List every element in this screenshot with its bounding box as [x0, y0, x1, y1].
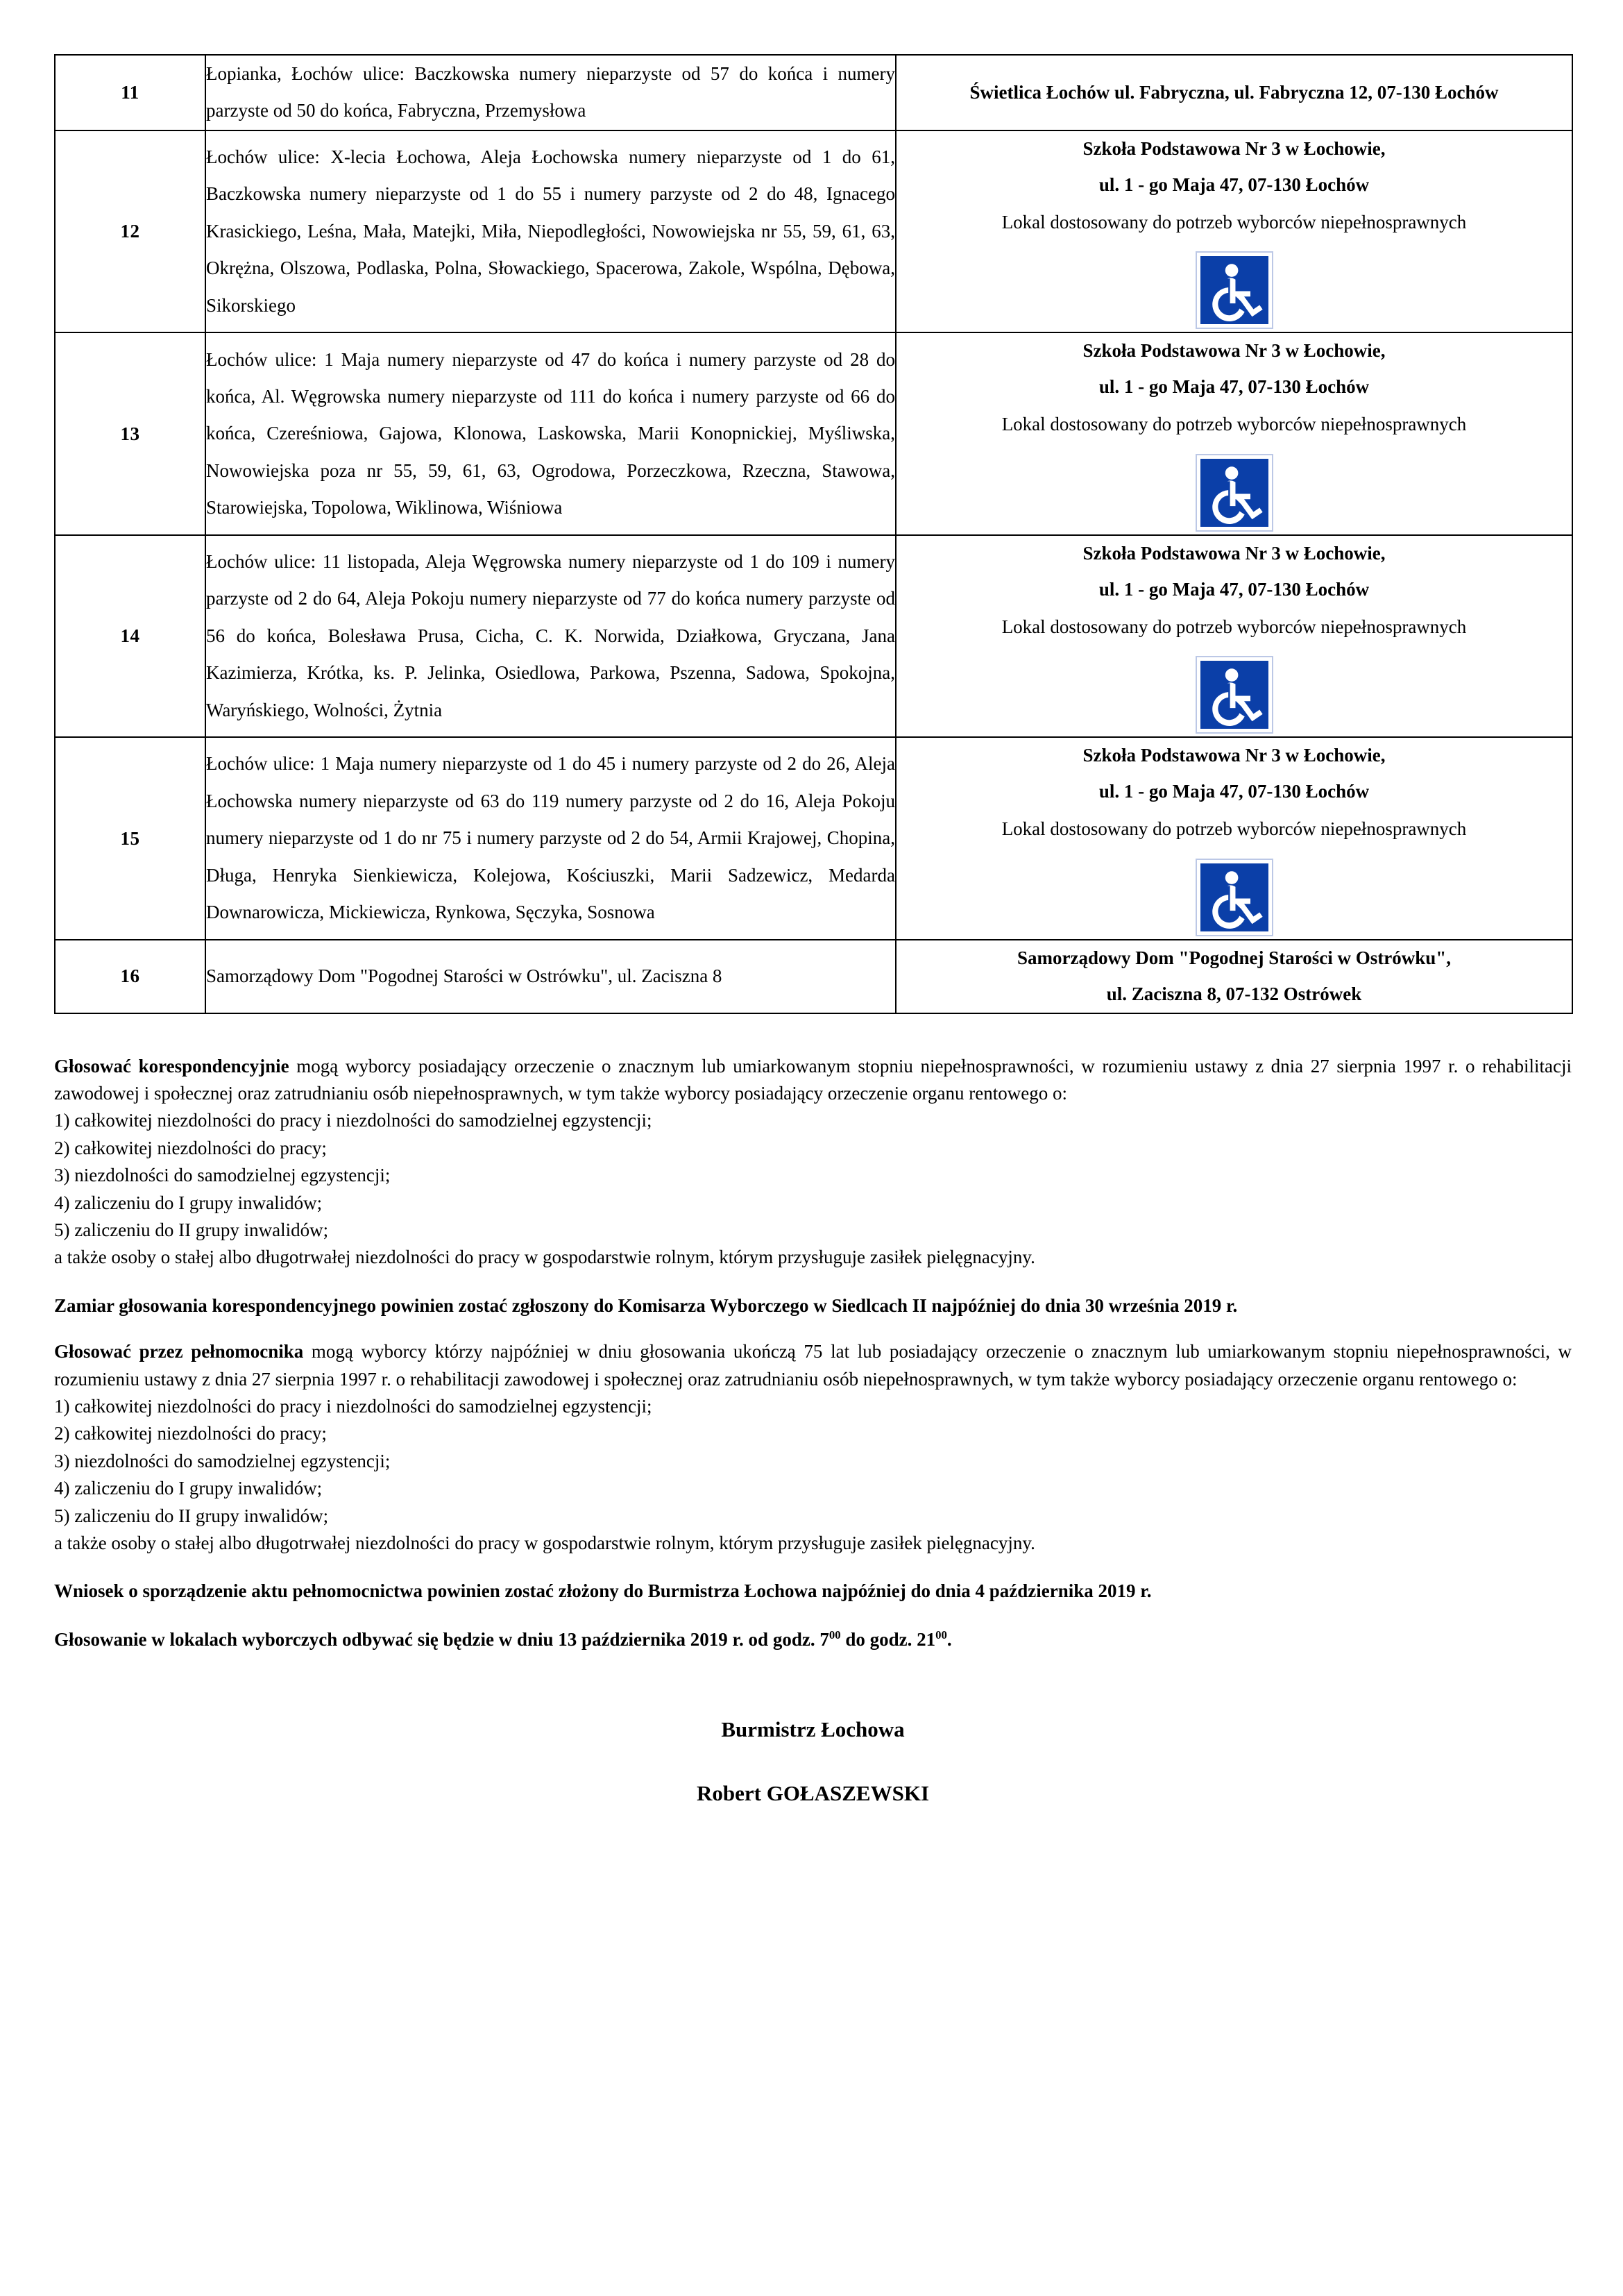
venue-name: Szkoła Podstawowa Nr 3 w Łochowie, [1082, 542, 1386, 564]
venue-name: Szkoła Podstawowa Nr 3 w Łochowie, [1082, 745, 1386, 766]
wheelchair-accessibility-icon [1197, 860, 1272, 935]
proxy-paragraph [54, 1338, 1572, 1393]
proxy-lead-rest: mogą wyborcy którzy najpóźniej w dniu głosowania ukończą 75 lat lub posiadający orzeczenie o znacznym lub umiarkowanym stopniu niepełnosprawności, w rozumieniu ustawy z dnia 27 sierpnia 1997 r. o rehabilitacji zawodowej i społecznej oraz zatrudnianiu osób niepełnosprawnych, w tym także wyborcy posiadający orzeczenie organu rentowego o: [54, 1341, 1572, 1390]
district-area: Łochów ulice: 1 Maja numery nieparzyste od 47 do końca i numery parzyste od 28 do końca, Al. Węgrowska numery nieparzyste od 111 do końca i numery parzyste od 66 do końca, Czereśniowa, Gajowa, Klonowa, Laskowska, Marii Konopnickiej, Myśliwska, Nowowiejska poza nr 55, 59, 61, 63, Ogrodowa, Porzeczkowa, Rzeczna, Stawowa, Starowiejska, Topolowa, Wiklinowa, Wiśniowa [205, 332, 896, 534]
table-row [55, 55, 1572, 130]
table-row [55, 130, 1572, 332]
wheelchair-accessibility-icon-glyph [1197, 253, 1272, 328]
district-area: Łochów ulice: 1 Maja numery nieparzyste od 1 do 45 i numery parzyste od 2 do 26, Aleja Łochowska numery nieparzyste od 63 do 119 numery parzyste od 2 do 16, Aleja Pokoju numery nieparzyste od 1 do nr 75 i numery parzyste od 2 do 54, Armii Krajowej, Chopina, Długa, Henryka Sienkiewicza, Kolejowa, Kościuszki, Marii Sadzewicz, Medarda Downarowicza, Mickiewicza, Rynkowa, Sęczyka, Sosnowa [205, 737, 896, 939]
wheelchair-accessibility-icon [1197, 253, 1272, 328]
voting-hours-sup-end: 00 [935, 1628, 947, 1641]
venue-name: Świetlica Łochów ul. Fabryczna, ul. Fabryczna 12, 07-130 Łochów [969, 82, 1499, 103]
district-venue [896, 535, 1572, 737]
notice-body [54, 1053, 1572, 1654]
list-item: 3) niezdolności do samodzielnej egzystencji; [54, 1450, 391, 1471]
signature-title: Burmistrz Łochowa [721, 1717, 905, 1742]
list-item: 4) zaliczeniu do I grupy inwalidów; [54, 1192, 323, 1213]
district-venue [896, 737, 1572, 939]
list-item: 5) zaliczeniu do II grupy inwalidów; [54, 1219, 329, 1240]
wheelchair-accessibility-icon-glyph [1197, 860, 1272, 935]
district-number: 12 [55, 130, 205, 332]
list-item: 1) całkowitej niezdolności do pracy i niezdolności do samodzielnej egzystencji; [54, 1395, 652, 1417]
district-venue [896, 940, 1572, 1013]
accessibility-note: Lokal dostosowany do potrzeb wyborców niepełnosprawnych [1001, 616, 1467, 637]
accessibility-note: Lokal dostosowany do potrzeb wyborców niepełnosprawnych [1001, 818, 1467, 840]
accessibility-note: Lokal dostosowany do potrzeb wyborców niepełnosprawnych [1001, 211, 1467, 233]
list-item: 3) niezdolności do samodzielnej egzystencji; [54, 1165, 391, 1186]
correspondence-lead-rest: mogą wyborcy posiadający orzeczenie o znacznym lub umiarkowanym stopniu niepełnosprawności, w rozumieniu ustawy z dnia 27 sierpnia 1997 r. o rehabilitacji zawodowej i społecznej oraz zatrudnianiu osób niepełnosprawnych, w tym także wyborcy posiadający orzeczenie organu rentowego o: [54, 1055, 1572, 1104]
signature-name-wrap [54, 1781, 1572, 1806]
venue-name: Szkoła Podstawowa Nr 3 w Łochowie, [1082, 340, 1386, 362]
district-venue [896, 130, 1572, 332]
list-item: a także osoby o stałej albo długotrwałej niezdolności do pracy w gospodarstwie rolnym, którym przysługuje zasiłek pielęgnacyjny. [54, 1247, 1035, 1268]
venue-name: Szkoła Podstawowa Nr 3 w Łochowie, [1082, 137, 1386, 159]
district-area: Łochów ulice: 11 listopada, Aleja Węgrowska numery nieparzyste od 1 do 109 i numery parzyste od 2 do 64, Aleja Pokoju numery nieparzyste od 77 do końca numery parzyste od 56 do końca, Bolesława Prusa, Cicha, C. K. Norwida, Działkowa, Gryczana, Jana Kazimierza, Krótka, ks. P. Jelinka, Osiedlowa, Parkowa, Pszenna, Sadowa, Spokojna, Waryńskiego, Wolności, Żytnia [205, 535, 896, 737]
voting-hours-sup-start: 00 [829, 1628, 841, 1641]
proxy-lead-bold: Głosować przez pełnomocnika [54, 1341, 304, 1362]
voting-hours-middle: do godz. 21 [840, 1628, 936, 1650]
correspondence-paragraph [54, 1053, 1572, 1108]
signature-name: Robert GOŁASZEWSKI [696, 1781, 930, 1806]
correspondence-deadline: Zamiar głosowania korespondencyjnego powinien zostać zgłoszony do Komisarza Wyborczego w Siedlcach II najpóźniej do dnia 30 września 2019 r. [54, 1294, 1238, 1316]
voting-hours [54, 1626, 1572, 1653]
district-venue [896, 332, 1572, 534]
district-number: 14 [55, 535, 205, 737]
accessibility-note: Lokal dostosowany do potrzeb wyborców niepełnosprawnych [1001, 414, 1467, 435]
list-item: 2) całkowitej niezdolności do pracy; [54, 1137, 327, 1158]
venue-address: ul. 1 - go Maja 47, 07-130 Łochów [1098, 376, 1370, 398]
voting-hours-prefix: Głosowanie w lokalach wyborczych odbywać się będzie w dniu 13 października 2019 r. od godz. 7 [54, 1628, 829, 1650]
venue-address: ul. 1 - go Maja 47, 07-130 Łochów [1098, 174, 1370, 195]
table-row [55, 535, 1572, 737]
district-area: Łochów ulice: X-lecia Łochowa, Aleja Łochowska numery nieparzyste od 1 do 61, Baczkowska numery nieparzyste od 1 do 55 i numery parzyste od 2 do 48, Ignacego Krasickiego, Leśna, Mała, Matejki, Miła, Niepodległości, Nowowiejska nr 55, 59, 61, 63, Okrężna, Olszowa, Podlaska, Polna, Słowackiego, Spacerowa, Zakole, Wspólna, Dębowa, Sikorskiego [205, 130, 896, 332]
table-row [55, 940, 1572, 1013]
list-item: 4) zaliczeniu do I grupy inwalidów; [54, 1478, 323, 1499]
list-item: 1) całkowitej niezdolności do pracy i niezdolności do samodzielnej egzystencji; [54, 1110, 652, 1131]
wheelchair-accessibility-icon-glyph [1197, 455, 1272, 530]
proxy-deadline: Wniosek o sporządzenie aktu pełnomocnictwa powinien zostać złożony do Burmistrza Łochowa najpóźniej do dnia 4 października 2019 r. [54, 1580, 1152, 1602]
district-number: 16 [55, 940, 205, 1013]
list-item: 2) całkowitej niezdolności do pracy; [54, 1423, 327, 1444]
district-number: 13 [55, 332, 205, 534]
district-area: Samorządowy Dom "Pogodnej Starości w Ostrówku", ul. Zaciszna 8 [205, 940, 896, 1013]
polling-districts-table [54, 54, 1573, 1014]
signature-title-wrap [54, 1717, 1572, 1742]
wheelchair-accessibility-icon [1197, 657, 1272, 732]
district-area: Łopianka, Łochów ulice: Baczkowska numery nieparzyste od 57 do końca i numery parzyste od 50 do końca, Fabryczna, Przemysłowa [205, 55, 896, 130]
venue-address: ul. 1 - go Maja 47, 07-130 Łochów [1098, 578, 1370, 600]
correspondence-lead-bold: Głosować korespondencyjnie [54, 1055, 289, 1077]
venue-address: ul. Zaciszna 8, 07-132 Ostrówek [1106, 983, 1362, 1004]
table-row [55, 332, 1572, 534]
district-number: 11 [55, 55, 205, 130]
district-number: 15 [55, 737, 205, 939]
list-item: a także osoby o stałej albo długotrwałej niezdolności do pracy w gospodarstwie rolnym, którym przysługuje zasiłek pielęgnacyjny. [54, 1533, 1035, 1553]
table-body [55, 55, 1572, 1013]
wheelchair-accessibility-icon [1197, 455, 1272, 530]
wheelchair-accessibility-icon-glyph [1197, 657, 1272, 732]
district-venue [896, 55, 1572, 130]
venue-name: Samorządowy Dom "Pogodnej Starości w Ostrówku", [1017, 947, 1451, 968]
table-row [55, 737, 1572, 939]
venue-address: ul. 1 - go Maja 47, 07-130 Łochów [1098, 781, 1370, 802]
voting-hours-suffix: . [946, 1628, 952, 1650]
list-item: 5) zaliczeniu do II grupy inwalidów; [54, 1505, 329, 1526]
